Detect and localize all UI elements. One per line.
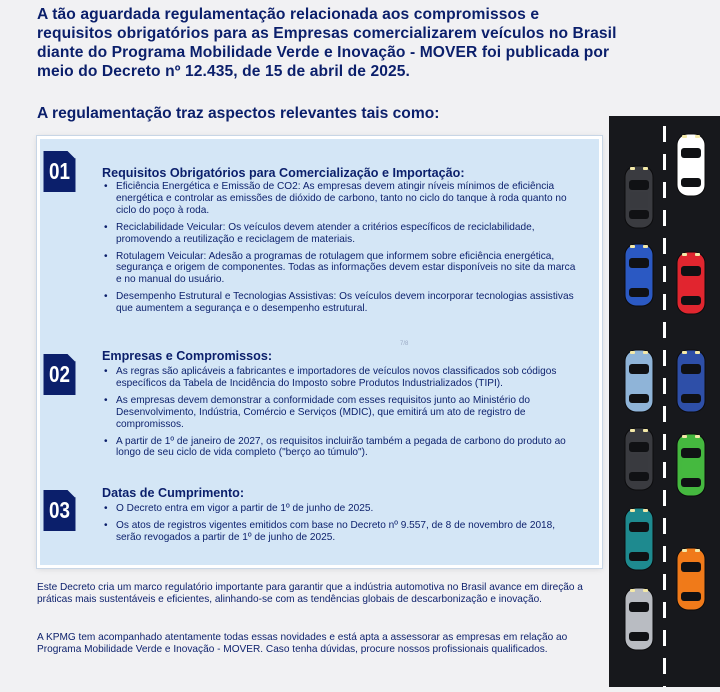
section-title: Datas de Cumprimento: (102, 486, 245, 500)
lane-dash (663, 350, 666, 366)
car-icon (677, 252, 705, 314)
section-title: Empresas e Compromissos: (102, 349, 273, 363)
car-icon (677, 434, 705, 496)
section-items (102, 366, 576, 464)
car-icon (625, 428, 653, 490)
section-title: Requisitos Obrigatórios para Comercialização e Importação: (102, 166, 465, 180)
lane-dash (663, 126, 666, 142)
headline: A tão aguardada regulamentação relacionada aos compromissos e requisitos obrigatórios para as Empresas comercializarem veículos no Brasil diante do Programa Mobilidade Verde e Inovação - MOVER foi publicada por meio do Decreto nº 12.435, de 15 de abril de 2025. (37, 6, 617, 80)
lane-dash (663, 658, 666, 674)
lane-dash (663, 546, 666, 562)
lane-dash (663, 154, 666, 170)
lane-dash (663, 266, 666, 282)
lane-dash (663, 490, 666, 506)
car-icon (677, 548, 705, 610)
section-items (102, 181, 576, 320)
lane-dash (663, 238, 666, 254)
list-item: • Rotulagem Veicular: Adesão a programas de rotulagem que informem sobre eficiência energética, segurança e origem de componentes. Todas as informações devem estar disponíveis no site da marca e no manual do usuário. (102, 251, 576, 287)
car-icon (677, 350, 705, 412)
list-item: • Desempenho Estrutural e Tecnologias Assistivas: Os veículos devem incorporar tecnologias assistivas que aumentem a segurança e o desempenho estrutural. (102, 291, 576, 315)
list-item: • Os atos de registros vigentes emitidos com base no Decreto nº 9.557, de 8 de novembro de 2018, serão revogados a partir de 1º de junho de 2025. (102, 520, 576, 544)
car-icon (677, 134, 705, 196)
lane-dash (663, 378, 666, 394)
lane-dash (663, 574, 666, 590)
car-icon (625, 166, 653, 228)
section-number-badge: 01 (44, 151, 76, 192)
lane-dash (663, 182, 666, 198)
kpmg-paragraph: A KPMG tem acompanhado atentamente todas essas novidades e está apta a assessorar as empresas em relação ao Programa Mobilidade Verde e Inovação - MOVER. Caso tenha dúvidas, procure nossos profissionais qualificados. (37, 632, 568, 655)
section-number-badge: 02 (44, 354, 76, 395)
road-cars-svg (609, 116, 720, 687)
lane-dash (663, 602, 666, 618)
page-marker: 7/8 (400, 341, 409, 347)
lane-dash (663, 406, 666, 422)
subheading: A regulamentação traz aspectos relevantes tais como: (37, 105, 440, 122)
section-items (102, 503, 576, 549)
lane-dash (663, 294, 666, 310)
list-item: • As empresas devem demonstrar a conformidade com esses requisitos junto ao Ministério do Desenvolvimento, Indústria, Comércio e Serviços (MDIC), que emitirá um ato de registro de compromissos. (102, 395, 576, 431)
list-item: • Eficiência Energética e Emissão de CO2: As empresas devem atingir níveis mínimos de eficiência energética e controlar as emissões de dióxido de carbono, tanto no ciclo do tanque à roda quanto no ciclo do poço à roda. (102, 181, 576, 217)
car-icon (625, 350, 653, 412)
lane-dash (663, 630, 666, 646)
section-number-badge: 03 (44, 490, 76, 531)
list-item: • Reciclabilidade Veicular: Os veículos devem atender a critérios específicos de reciclabilidade, promovendo a reutilização e reciclagem de materiais. (102, 222, 576, 246)
car-icon (625, 244, 653, 306)
road-with-cars-illustration (609, 116, 720, 687)
lane-dash (663, 518, 666, 534)
lane-dash (663, 434, 666, 450)
lane-dash (663, 462, 666, 478)
lane-dash (663, 210, 666, 226)
closing-paragraph: Este Decreto cria um marco regulatório importante para garantir que a indústria automotiva no Brasil avance em direção a práticas mais sustentáveis e eficientes, alinhando-se com as tendências globais de descarbonização e inovação. (37, 582, 583, 605)
car-icon (625, 588, 653, 650)
lane-dash (663, 322, 666, 338)
list-item: • A partir de 1º de janeiro de 2027, os requisitos incluirão também a pegada de carbono do produto ao longo de seu ciclo de vida completo ("berço ao túmulo"). (102, 436, 576, 460)
list-item: • As regras são aplicáveis a fabricantes e importadores de veículos novos classificados sob códigos específicos da Tabela de Incidência do Imposto sobre Produtos Industrializados (TIPI). (102, 366, 576, 390)
list-item: • O Decreto entra em vigor a partir de 1º de junho de 2025. (102, 503, 576, 515)
car-icon (625, 508, 653, 570)
